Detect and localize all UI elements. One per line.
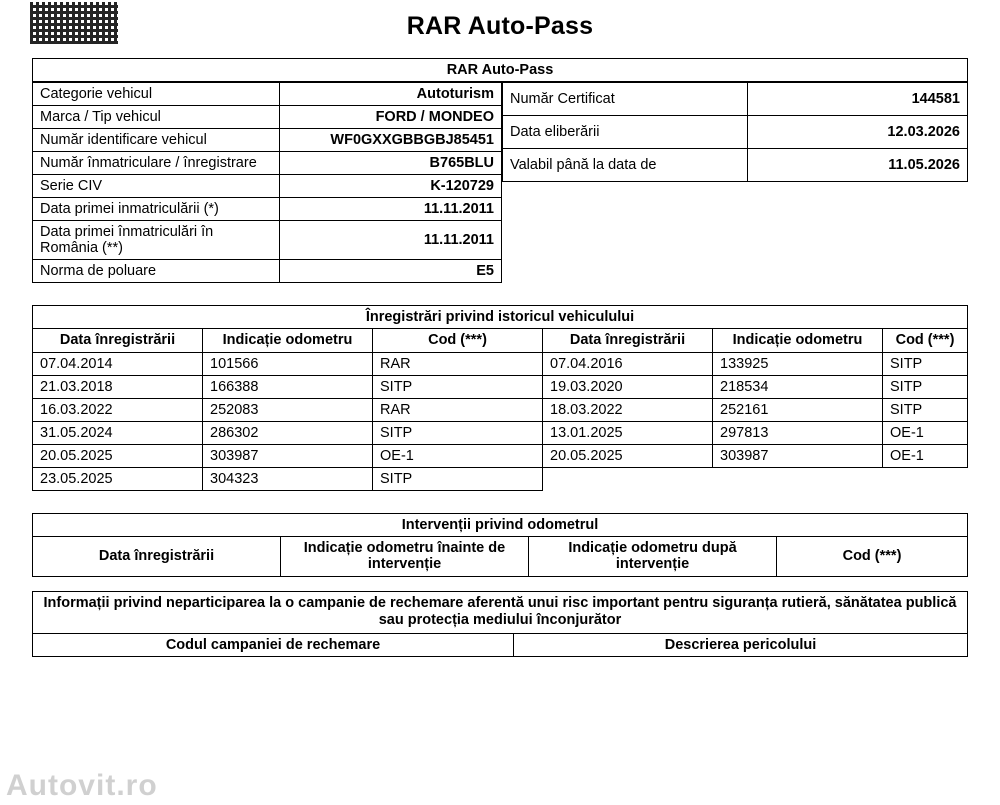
- row-value: 11.05.2026: [748, 149, 968, 182]
- identity-band-title: RAR Auto-Pass: [33, 59, 968, 82]
- cell-odometer: 252161: [713, 398, 883, 421]
- row-label: Data eliberării: [503, 116, 748, 149]
- row-value: WF0GXXGBBGBJ85451: [280, 129, 502, 152]
- cell-empty: [543, 467, 713, 490]
- cell-odometer: 101566: [203, 352, 373, 375]
- identity-right-table: [502, 82, 968, 182]
- column-header: Codul campaniei de rechemare: [33, 633, 514, 657]
- identity-band-wrapper: [32, 58, 968, 82]
- interventions-table: [32, 536, 968, 577]
- table-row: [33, 421, 968, 444]
- cell-code: SITP: [373, 421, 543, 444]
- interventions-band-table: [32, 513, 968, 537]
- identity-right-table-wrapper: [502, 82, 968, 283]
- cell-odometer: 303987: [713, 444, 883, 467]
- cell-date: 21.03.2018: [33, 375, 203, 398]
- column-header: Indicație odometru înainte de intervenție: [281, 536, 529, 576]
- cell-empty: [883, 467, 968, 490]
- row-label: Serie CIV: [33, 175, 280, 198]
- cell-date: 20.05.2025: [543, 444, 713, 467]
- cell-code: SITP: [883, 375, 968, 398]
- table-row: [33, 198, 502, 221]
- identity-section: [32, 82, 968, 283]
- row-label: Valabil până la data de: [503, 149, 748, 182]
- column-header: Indicație odometru: [713, 329, 883, 353]
- table-row: [33, 175, 502, 198]
- column-header: Data înregistrării: [33, 536, 281, 576]
- table-header-row: [33, 329, 968, 353]
- cell-code: RAR: [373, 352, 543, 375]
- cell-code: RAR: [373, 398, 543, 421]
- cell-date: 07.04.2014: [33, 352, 203, 375]
- cell-date: 18.03.2022: [543, 398, 713, 421]
- document-header: [0, 0, 1000, 58]
- table-row: [33, 398, 968, 421]
- table-header-row: [33, 536, 968, 576]
- column-header: Cod (***): [883, 329, 968, 353]
- table-row: [33, 152, 502, 175]
- interventions-section: [32, 513, 968, 577]
- cell-code: OE-1: [373, 444, 543, 467]
- cell-code: OE-1: [883, 444, 968, 467]
- row-value: Autoturism: [280, 83, 502, 106]
- table-row: [33, 106, 502, 129]
- row-label: Marca / Tip vehicul: [33, 106, 280, 129]
- row-label: Număr identificare vehicul: [33, 129, 280, 152]
- row-label: Norma de poluare: [33, 260, 280, 283]
- cell-odometer: 166388: [203, 375, 373, 398]
- column-header: Cod (***): [373, 329, 543, 353]
- identity-left-table: [32, 82, 502, 283]
- history-table: [32, 328, 968, 491]
- table-row: [503, 83, 968, 116]
- cell-odometer: 297813: [713, 421, 883, 444]
- identity-left-table-wrapper: [32, 82, 502, 283]
- recall-notice: Informații privind neparticiparea la o campanie de rechemare aferentă unui risc important pentru siguranța rutieră, sănătatea publică sau protecția mediului înconjurător: [33, 592, 968, 634]
- column-header: Data înregistrării: [543, 329, 713, 353]
- section-spacer: [0, 577, 1000, 591]
- row-value: 12.03.2026: [748, 116, 968, 149]
- identity-band-table: [32, 58, 968, 82]
- table-row: [33, 83, 502, 106]
- recall-section: [32, 591, 968, 657]
- cell-date: 20.05.2025: [33, 444, 203, 467]
- cell-date: 23.05.2025: [33, 467, 203, 490]
- row-value: 144581: [748, 83, 968, 116]
- cell-empty: [713, 467, 883, 490]
- history-band-table: [32, 305, 968, 329]
- row-value: K-120729: [280, 175, 502, 198]
- table-row: [33, 352, 968, 375]
- table-row: [33, 467, 968, 490]
- cell-odometer: 218534: [713, 375, 883, 398]
- cell-odometer: 304323: [203, 467, 373, 490]
- column-header: Cod (***): [777, 536, 968, 576]
- row-value: E5: [280, 260, 502, 283]
- cell-code: SITP: [883, 352, 968, 375]
- cell-date: 31.05.2024: [33, 421, 203, 444]
- row-label: Data primei înmatriculări în România (**): [33, 221, 280, 260]
- cell-code: OE-1: [883, 421, 968, 444]
- cell-date: 16.03.2022: [33, 398, 203, 421]
- row-value: FORD / MONDEO: [280, 106, 502, 129]
- recall-table: [32, 633, 968, 658]
- cell-date: 13.01.2025: [543, 421, 713, 444]
- cell-date: 19.03.2020: [543, 375, 713, 398]
- table-row: [33, 221, 502, 260]
- table-row: [33, 375, 968, 398]
- cell-odometer: 252083: [203, 398, 373, 421]
- cell-code: SITP: [883, 398, 968, 421]
- row-value: 11.11.2011: [280, 198, 502, 221]
- table-row: [33, 129, 502, 152]
- column-header: Indicație odometru: [203, 329, 373, 353]
- column-header: Descrierea pericolului: [514, 633, 968, 657]
- row-label: Număr Certificat: [503, 83, 748, 116]
- interventions-band-title: Intervenții privind odometrul: [33, 513, 968, 536]
- watermark: Autovit.ro: [6, 769, 158, 802]
- qr-code-icon: [30, 2, 118, 44]
- table-row: [503, 116, 968, 149]
- table-row: [503, 149, 968, 182]
- table-row: [33, 444, 968, 467]
- cell-odometer: 286302: [203, 421, 373, 444]
- cell-date: 07.04.2016: [543, 352, 713, 375]
- cell-code: SITP: [373, 467, 543, 490]
- column-header: Data înregistrării: [33, 329, 203, 353]
- row-label: Categorie vehicul: [33, 83, 280, 106]
- row-label: Număr înmatriculare / înregistrare: [33, 152, 280, 175]
- history-band-title: Înregistrări privind istoricul vehiculului: [33, 306, 968, 329]
- column-header: Indicație odometru după intervenție: [529, 536, 777, 576]
- recall-notice-table: [32, 591, 968, 634]
- row-value: B765BLU: [280, 152, 502, 175]
- section-spacer: [0, 283, 1000, 305]
- history-section: [32, 305, 968, 491]
- cell-odometer: 303987: [203, 444, 373, 467]
- table-row: [33, 260, 502, 283]
- section-spacer: [0, 491, 1000, 513]
- cell-code: SITP: [373, 375, 543, 398]
- row-label: Data primei inmatriculării (*): [33, 198, 280, 221]
- page-title: RAR Auto-Pass: [406, 12, 594, 40]
- row-value: 11.11.2011: [280, 221, 502, 260]
- cell-odometer: 133925: [713, 352, 883, 375]
- table-header-row: [33, 633, 968, 657]
